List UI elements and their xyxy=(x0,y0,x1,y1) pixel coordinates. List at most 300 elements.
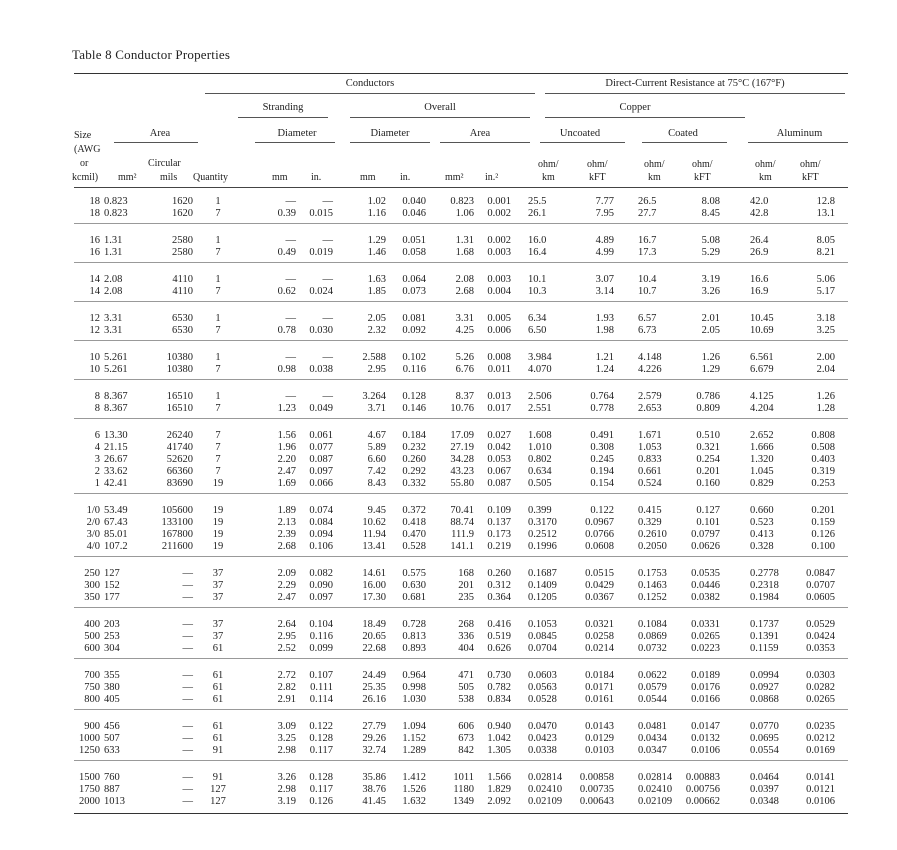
header-size-kcmil: kcmil) xyxy=(72,172,99,183)
table-cell: 1.28 xyxy=(816,403,835,414)
table-cell: 0.0367 xyxy=(585,592,614,603)
table-cell: 0.013 xyxy=(487,391,511,402)
table-cell: 842 xyxy=(458,745,474,756)
table-cell: 0.260 xyxy=(402,454,426,465)
table-cell: 1.96 xyxy=(277,442,296,453)
table-cell: 6530 xyxy=(172,325,193,336)
table-cell: 2.47 xyxy=(277,592,296,603)
table-cell: 1.053 xyxy=(638,442,662,453)
table-cell: 0.0106 xyxy=(691,745,720,756)
table-cell: 0.1252 xyxy=(638,592,667,603)
table-top-rule xyxy=(74,73,848,74)
table-cell: 0.001 xyxy=(487,196,511,207)
table-cell: 211600 xyxy=(161,541,193,552)
group-dc-resistance-line xyxy=(545,93,845,94)
table-cell: 336 xyxy=(458,631,474,642)
table-cell: 1.152 xyxy=(402,733,426,744)
table-cell: 2.653 xyxy=(638,403,662,414)
table-cell: 18.49 xyxy=(362,619,386,630)
table-cell: 1180 xyxy=(453,784,474,795)
table-cell: 16.4 xyxy=(528,247,547,258)
table-cell: 6.50 xyxy=(528,325,547,336)
table-cell: 133100 xyxy=(161,517,193,528)
table-cell: 0.011 xyxy=(487,364,511,375)
table-cell: 0.823 xyxy=(104,208,128,219)
table-cell: 107.2 xyxy=(104,541,128,552)
table-cell: — xyxy=(322,274,333,285)
table-cell: 507 xyxy=(104,733,120,744)
table-cell: 2.32 xyxy=(367,325,386,336)
table-cell: 10.1 xyxy=(528,274,547,285)
table-cell: 355 xyxy=(104,670,120,681)
table-cell: 0.160 xyxy=(696,478,720,489)
table-cell: 0.106 xyxy=(309,541,333,552)
table-cell: 8 xyxy=(94,391,100,402)
table-cell: 0.2512 xyxy=(528,529,557,540)
table-cell: 0.0797 xyxy=(691,529,720,540)
header-bottom-rule xyxy=(74,187,848,188)
table-cell: 1349 xyxy=(453,796,474,807)
table-cell: 19 xyxy=(212,505,224,516)
table-cell: 105600 xyxy=(161,505,193,516)
table-cell: 0.0481 xyxy=(638,721,667,732)
table-cell: — xyxy=(285,352,296,363)
table-cell: — xyxy=(182,721,193,732)
table-cell: 127 xyxy=(104,568,120,579)
table-cell: 0.0847 xyxy=(806,568,835,579)
table-cell: 67.43 xyxy=(104,517,128,528)
group-separator-rule xyxy=(74,658,848,659)
header-unc-ohm-kft-2: kFT xyxy=(589,172,606,183)
table-cell: 2000 xyxy=(79,796,100,807)
table-cell: 0.046 xyxy=(402,208,426,219)
header-coat-ohm-km-2: km xyxy=(648,172,661,183)
table-cell: 0.0845 xyxy=(528,631,557,642)
table-cell: 3.25 xyxy=(816,325,835,336)
table-cell: 0.319 xyxy=(811,466,835,477)
table-cell: 3.31 xyxy=(104,313,123,324)
table-cell: 16.6 xyxy=(750,274,769,285)
table-cell: 0.833 xyxy=(638,454,662,465)
table-cell: 2.20 xyxy=(277,454,296,465)
table-cell: 0.2050 xyxy=(638,541,667,552)
table-cell: 0.308 xyxy=(590,442,614,453)
table-cell: 0.253 xyxy=(811,478,835,489)
table-cell: 0.403 xyxy=(811,454,835,465)
header-unc-ohm-km-2: km xyxy=(542,172,555,183)
table-cell: 0.064 xyxy=(402,274,426,285)
table-cell: 0.0704 xyxy=(528,643,557,654)
table-cell: 1.31 xyxy=(104,247,123,258)
table-cell: 37 xyxy=(212,580,224,591)
table-cell: 7.77 xyxy=(595,196,614,207)
header-size: Size xyxy=(74,130,92,141)
table-cell: 1.68 xyxy=(455,247,474,258)
table-cell: 0.1391 xyxy=(750,631,779,642)
table-cell: 1.69 xyxy=(277,478,296,489)
table-cell: 0.0707 xyxy=(806,580,835,591)
table-cell: 0.0189 xyxy=(691,670,720,681)
table-cell: 253 xyxy=(104,631,120,642)
table-cell: 26.67 xyxy=(104,454,128,465)
table-cell: 0.0348 xyxy=(750,796,779,807)
table-cell: 0.782 xyxy=(487,682,511,693)
table-cell: 0.003 xyxy=(487,274,511,285)
table-cell: 1.63 xyxy=(367,274,386,285)
table-cell: 456 xyxy=(104,721,120,732)
header-unc-ohm-kft-1: ohm/ xyxy=(587,159,608,170)
subgroup-overall-diameter-line xyxy=(350,142,430,143)
table-cell: 0.681 xyxy=(402,592,426,603)
table-cell: 41.45 xyxy=(362,796,386,807)
group-separator-rule xyxy=(74,262,848,263)
table-cell: 0.074 xyxy=(309,505,333,516)
table-cell: 0.940 xyxy=(487,721,511,732)
table-cell: 0.0106 xyxy=(806,796,835,807)
table-cell: 8.37 xyxy=(455,391,474,402)
table-cell: 12 xyxy=(89,313,100,324)
table-cell: 3.18 xyxy=(816,313,835,324)
header-overall-in: in. xyxy=(400,172,411,183)
table-cell: 8.21 xyxy=(816,247,835,258)
table-cell: 1.31 xyxy=(455,235,474,246)
table-cell: 0.102 xyxy=(402,352,426,363)
table-cell: 538 xyxy=(458,694,474,705)
table-cell: 12 xyxy=(89,325,100,336)
table-cell: 10380 xyxy=(166,352,193,363)
table-cell: 0.0265 xyxy=(691,631,720,642)
table-cell: 0.260 xyxy=(487,568,511,579)
table-cell: 0.364 xyxy=(487,592,511,603)
header-alum-ohm-km-1: ohm/ xyxy=(755,159,776,170)
table-cell: 0.104 xyxy=(309,619,333,630)
table-cell: 2.98 xyxy=(277,784,296,795)
header-alum-ohm-km-2: km xyxy=(759,172,772,183)
table-cell: 0.201 xyxy=(811,505,835,516)
table-cell: 0.49 xyxy=(277,247,296,258)
table-cell: 7 xyxy=(215,364,221,375)
table-cell: 7 xyxy=(215,286,221,297)
table-cell: 26.4 xyxy=(750,235,769,246)
table-cell: 111.9 xyxy=(451,529,474,540)
table-cell: 1.320 xyxy=(750,454,774,465)
table-cell: 6.57 xyxy=(638,313,657,324)
table-cell: — xyxy=(182,694,193,705)
table-cell: 10.4 xyxy=(638,274,657,285)
table-cell: 1.24 xyxy=(595,364,614,375)
table-cell: 0.087 xyxy=(309,454,333,465)
table-cell: 0.626 xyxy=(487,643,511,654)
table-cell: 0.39 xyxy=(277,208,296,219)
group-dc-resistance: Direct-Current Resistance at 75°C (167°F) xyxy=(605,78,785,89)
table-cell: 0.100 xyxy=(811,541,835,552)
table-cell: 2 xyxy=(94,466,100,477)
table-cell: 7 xyxy=(215,403,221,414)
table-cell: 42.0 xyxy=(750,196,769,207)
table-cell: 2.588 xyxy=(362,352,386,363)
group-separator-rule xyxy=(74,418,848,419)
table-cell: 0.78 xyxy=(277,325,296,336)
table-cell: 8.367 xyxy=(104,391,128,402)
table-cell: 0.173 xyxy=(487,529,511,540)
table-cell: 3.25 xyxy=(277,733,296,744)
table-cell: 0.0732 xyxy=(638,643,667,654)
table-cell: 0.416 xyxy=(487,619,511,630)
table-cell: 0.62 xyxy=(277,286,296,297)
table-cell: 0.312 xyxy=(487,580,511,591)
table-cell: — xyxy=(182,796,193,807)
table-cell: 4.148 xyxy=(638,352,662,363)
table-cell: 1.89 xyxy=(277,505,296,516)
table-cell: 0.292 xyxy=(402,466,426,477)
table-cell: 16510 xyxy=(166,403,193,414)
table-cell: 9.45 xyxy=(367,505,386,516)
group-conductors-line xyxy=(205,93,535,94)
table-cell: 0.0994 xyxy=(750,670,779,681)
table-cell: 0.087 xyxy=(487,478,511,489)
table-cell: 0.107 xyxy=(309,670,333,681)
table-cell: 0.159 xyxy=(811,517,835,528)
table-cell: 5.29 xyxy=(701,247,720,258)
table-cell: 7 xyxy=(215,442,221,453)
table-cell: 2.95 xyxy=(367,364,386,375)
table-cell: 0.053 xyxy=(487,454,511,465)
table-cell: 6.34 xyxy=(528,313,547,324)
table-cell: 0.0868 xyxy=(750,694,779,705)
table-cell: 1.608 xyxy=(528,430,552,441)
table-cell: 0.02814 xyxy=(528,772,563,783)
table-cell: 0.1084 xyxy=(638,619,667,630)
table-cell: 10380 xyxy=(166,364,193,375)
table-cell: 0.2610 xyxy=(638,529,667,540)
table-cell: 70.41 xyxy=(450,505,474,516)
table-cell: 0.0171 xyxy=(585,682,614,693)
table-cell: 0.111 xyxy=(310,682,333,693)
table-cell: 0.122 xyxy=(590,505,614,516)
table-cell: 0.1753 xyxy=(638,568,667,579)
table-cell: 0.0129 xyxy=(585,733,614,744)
table-cell: 0.02410 xyxy=(638,784,673,795)
table-cell: 0.0184 xyxy=(585,670,614,681)
table-cell: 0.245 xyxy=(590,454,614,465)
table-cell: 505 xyxy=(458,682,474,693)
table-cell: 3 xyxy=(94,454,100,465)
table-cell: 400 xyxy=(84,619,100,630)
table-cell: 350 xyxy=(84,592,100,603)
table-cell: 1.412 xyxy=(402,772,426,783)
table-cell: 53.49 xyxy=(104,505,128,516)
subgroup-area: Area xyxy=(149,128,171,139)
table-cell: 2.05 xyxy=(367,313,386,324)
table-cell: 0.00643 xyxy=(579,796,614,807)
table-cell: 13.41 xyxy=(362,541,386,552)
table-cell: 0.003 xyxy=(487,247,511,258)
table-cell: 0.02109 xyxy=(528,796,563,807)
table-cell: 3.31 xyxy=(104,325,123,336)
subgroup-aluminum-line xyxy=(748,142,848,143)
table-cell: 0.0695 xyxy=(750,733,779,744)
table-cell: 600 xyxy=(84,643,100,654)
table-cell: 0.201 xyxy=(696,466,720,477)
table-cell: 0.524 xyxy=(638,478,662,489)
table-cell: 0.1409 xyxy=(528,580,557,591)
table-cell: 0.137 xyxy=(487,517,511,528)
table-cell: — xyxy=(182,643,193,654)
table-cell: 0.127 xyxy=(696,505,720,516)
table-cell: 2.579 xyxy=(638,391,662,402)
table-cell: 3.09 xyxy=(277,721,296,732)
table-cell: 0.232 xyxy=(402,442,426,453)
table-cell: 4.226 xyxy=(638,364,662,375)
table-cell: 17.30 xyxy=(362,592,386,603)
table-cell: — xyxy=(182,745,193,756)
table-bottom-rule xyxy=(74,813,848,814)
table-cell: 0.0121 xyxy=(806,784,835,795)
table-cell: 10.7 xyxy=(638,286,657,297)
table-cell: 0.0605 xyxy=(806,592,835,603)
table-cell: 18 xyxy=(89,208,100,219)
table-cell: 0.2778 xyxy=(750,568,779,579)
subgroup-aluminum: Aluminum xyxy=(776,128,823,139)
table-cell: 0.1687 xyxy=(528,568,557,579)
table-cell: 0.730 xyxy=(487,670,511,681)
table-cell: 5.08 xyxy=(701,235,720,246)
table-cell: 2.39 xyxy=(277,529,296,540)
table-cell: 2.506 xyxy=(528,391,552,402)
table-cell: 2.092 xyxy=(487,796,511,807)
table-cell: 0.510 xyxy=(696,430,720,441)
table-cell: 0.728 xyxy=(402,619,426,630)
table-cell: 1.010 xyxy=(528,442,552,453)
table-cell: 1 xyxy=(215,196,221,207)
group-separator-rule xyxy=(74,493,848,494)
table-cell: 0.0429 xyxy=(585,580,614,591)
subgroup-overall-area-line xyxy=(440,142,530,143)
table-cell: 405 xyxy=(104,694,120,705)
table-cell: 2.68 xyxy=(277,541,296,552)
table-cell: 0.0544 xyxy=(638,694,667,705)
header-alum-ohm-kft-2: kFT xyxy=(802,172,819,183)
table-cell: — xyxy=(322,235,333,246)
table-cell: 14.61 xyxy=(362,568,386,579)
table-cell: 0.002 xyxy=(487,208,511,219)
group-separator-rule xyxy=(74,556,848,557)
table-cell: 673 xyxy=(458,733,474,744)
table-cell: 887 xyxy=(104,784,120,795)
table-cell: 0.128 xyxy=(309,772,333,783)
table-cell: 26.9 xyxy=(750,247,769,258)
subgroup-coated: Coated xyxy=(668,128,698,139)
table-cell: 8.43 xyxy=(367,478,386,489)
table-cell: 34.28 xyxy=(450,454,474,465)
table-cell: 0.0579 xyxy=(638,682,667,693)
table-cell: 1.31 xyxy=(104,235,123,246)
table-cell: 61 xyxy=(212,733,224,744)
table-cell: 7 xyxy=(215,208,221,219)
header-coat-ohm-km-1: ohm/ xyxy=(644,159,665,170)
table-cell: 17.3 xyxy=(638,247,657,258)
table-cell: — xyxy=(322,313,333,324)
table-cell: 2.652 xyxy=(750,430,774,441)
table-cell: 203 xyxy=(104,619,120,630)
header-unc-ohm-km-1: ohm/ xyxy=(538,159,559,170)
table-cell: 1.094 xyxy=(402,721,426,732)
table-cell: 1.526 xyxy=(402,784,426,795)
table-cell: 0.082 xyxy=(309,568,333,579)
table-cell: 5.06 xyxy=(816,274,835,285)
table-cell: 37 xyxy=(212,619,224,630)
table-cell: 0.505 xyxy=(528,478,552,489)
table-cell: 0.328 xyxy=(750,541,774,552)
table-cell: 2.98 xyxy=(277,745,296,756)
table-cell: 0.1159 xyxy=(750,643,779,654)
table-cell: 0.077 xyxy=(309,442,333,453)
table-cell: 0.002 xyxy=(487,235,511,246)
table-cell: 700 xyxy=(84,670,100,681)
table-cell: 0.372 xyxy=(402,505,426,516)
table-cell: 0.126 xyxy=(309,796,333,807)
table-cell: 37 xyxy=(212,631,224,642)
table-cell: 1.042 xyxy=(487,733,511,744)
table-cell: 33.62 xyxy=(104,466,128,477)
table-cell: 0.2318 xyxy=(750,580,779,591)
table-cell: 2.95 xyxy=(277,631,296,642)
table-cell: 1.93 xyxy=(595,313,614,324)
table-cell: 61 xyxy=(212,643,224,654)
table-cell: 0.834 xyxy=(487,694,511,705)
table-cell: 16510 xyxy=(166,391,193,402)
table-cell: 4 xyxy=(94,442,100,453)
table-cell: 4.89 xyxy=(595,235,614,246)
table-cell: 0.764 xyxy=(590,391,614,402)
table-cell: 0.0528 xyxy=(528,694,557,705)
table-cell: 2.08 xyxy=(455,274,474,285)
table-cell: 10 xyxy=(89,364,100,375)
table-cell: 152 xyxy=(104,580,120,591)
table-cell: 0.823 xyxy=(450,196,474,207)
table-cell: 32.74 xyxy=(362,745,386,756)
table-cell: 0.030 xyxy=(309,325,333,336)
table-cell: 0.1205 xyxy=(528,592,557,603)
table-cell: — xyxy=(322,391,333,402)
table-cell: 0.101 xyxy=(696,517,720,528)
table-cell: 8.05 xyxy=(816,235,835,246)
table-cell: 0.049 xyxy=(309,403,333,414)
table-cell: 0.042 xyxy=(487,442,511,453)
table-cell: 0.964 xyxy=(402,670,426,681)
table-cell: 0.786 xyxy=(696,391,720,402)
table-cell: 18 xyxy=(89,196,100,207)
table-cell: 61 xyxy=(212,670,224,681)
table-cell: 0.02109 xyxy=(638,796,673,807)
table-cell: 2.52 xyxy=(277,643,296,654)
table-cell: 1.030 xyxy=(402,694,426,705)
table-cell: 1.666 xyxy=(750,442,774,453)
header-alum-ohm-kft-1: ohm/ xyxy=(800,159,821,170)
table-cell: 61 xyxy=(212,694,224,705)
table-cell: 0.058 xyxy=(402,247,426,258)
table-cell: 1.23 xyxy=(277,403,296,414)
table-cell: 0.519 xyxy=(487,631,511,642)
table-cell: 2.13 xyxy=(277,517,296,528)
table-cell: 0.829 xyxy=(750,478,774,489)
table-cell: 1011 xyxy=(453,772,474,783)
table-cell: 10.69 xyxy=(750,325,774,336)
table-cell: 2/0 xyxy=(86,517,100,528)
table-cell: 0.067 xyxy=(487,466,511,477)
table-cell: 26.1 xyxy=(528,208,547,219)
table-cell: — xyxy=(182,580,193,591)
